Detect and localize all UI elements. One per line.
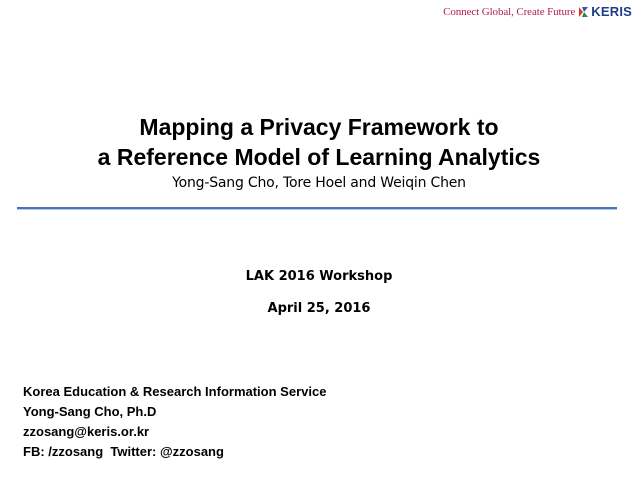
contact-block xyxy=(23,382,326,462)
title-divider-shadow xyxy=(17,209,617,210)
event-name: LAK 2016 Workshop xyxy=(245,269,393,284)
slide-title-line-2: a Reference Model of Learning Analytics xyxy=(97,144,541,170)
brand-tagline: Connect Global, Create Future xyxy=(443,5,576,18)
slide-title-line-1: Mapping a Privacy Framework to xyxy=(139,114,499,140)
title-block xyxy=(0,112,638,193)
organization: Korea Education & Research Information Service xyxy=(23,384,327,399)
email: zzosang@keris.or.kr xyxy=(23,424,150,439)
authors: Yong-Sang Cho, Tore Hoel and Weiqin Chen xyxy=(172,175,466,191)
presenter-name: Yong-Sang Cho, Ph.D xyxy=(23,404,157,419)
keris-logo xyxy=(578,4,632,19)
event-block xyxy=(0,268,638,318)
keris-logo-mark-icon xyxy=(578,6,589,18)
event-date: April 25, 2016 xyxy=(267,301,371,316)
header-brand xyxy=(443,4,632,19)
logo-text: KERIS xyxy=(591,4,632,19)
social-handles: FB: /zzosang Twitter: @zzosang xyxy=(23,444,224,459)
